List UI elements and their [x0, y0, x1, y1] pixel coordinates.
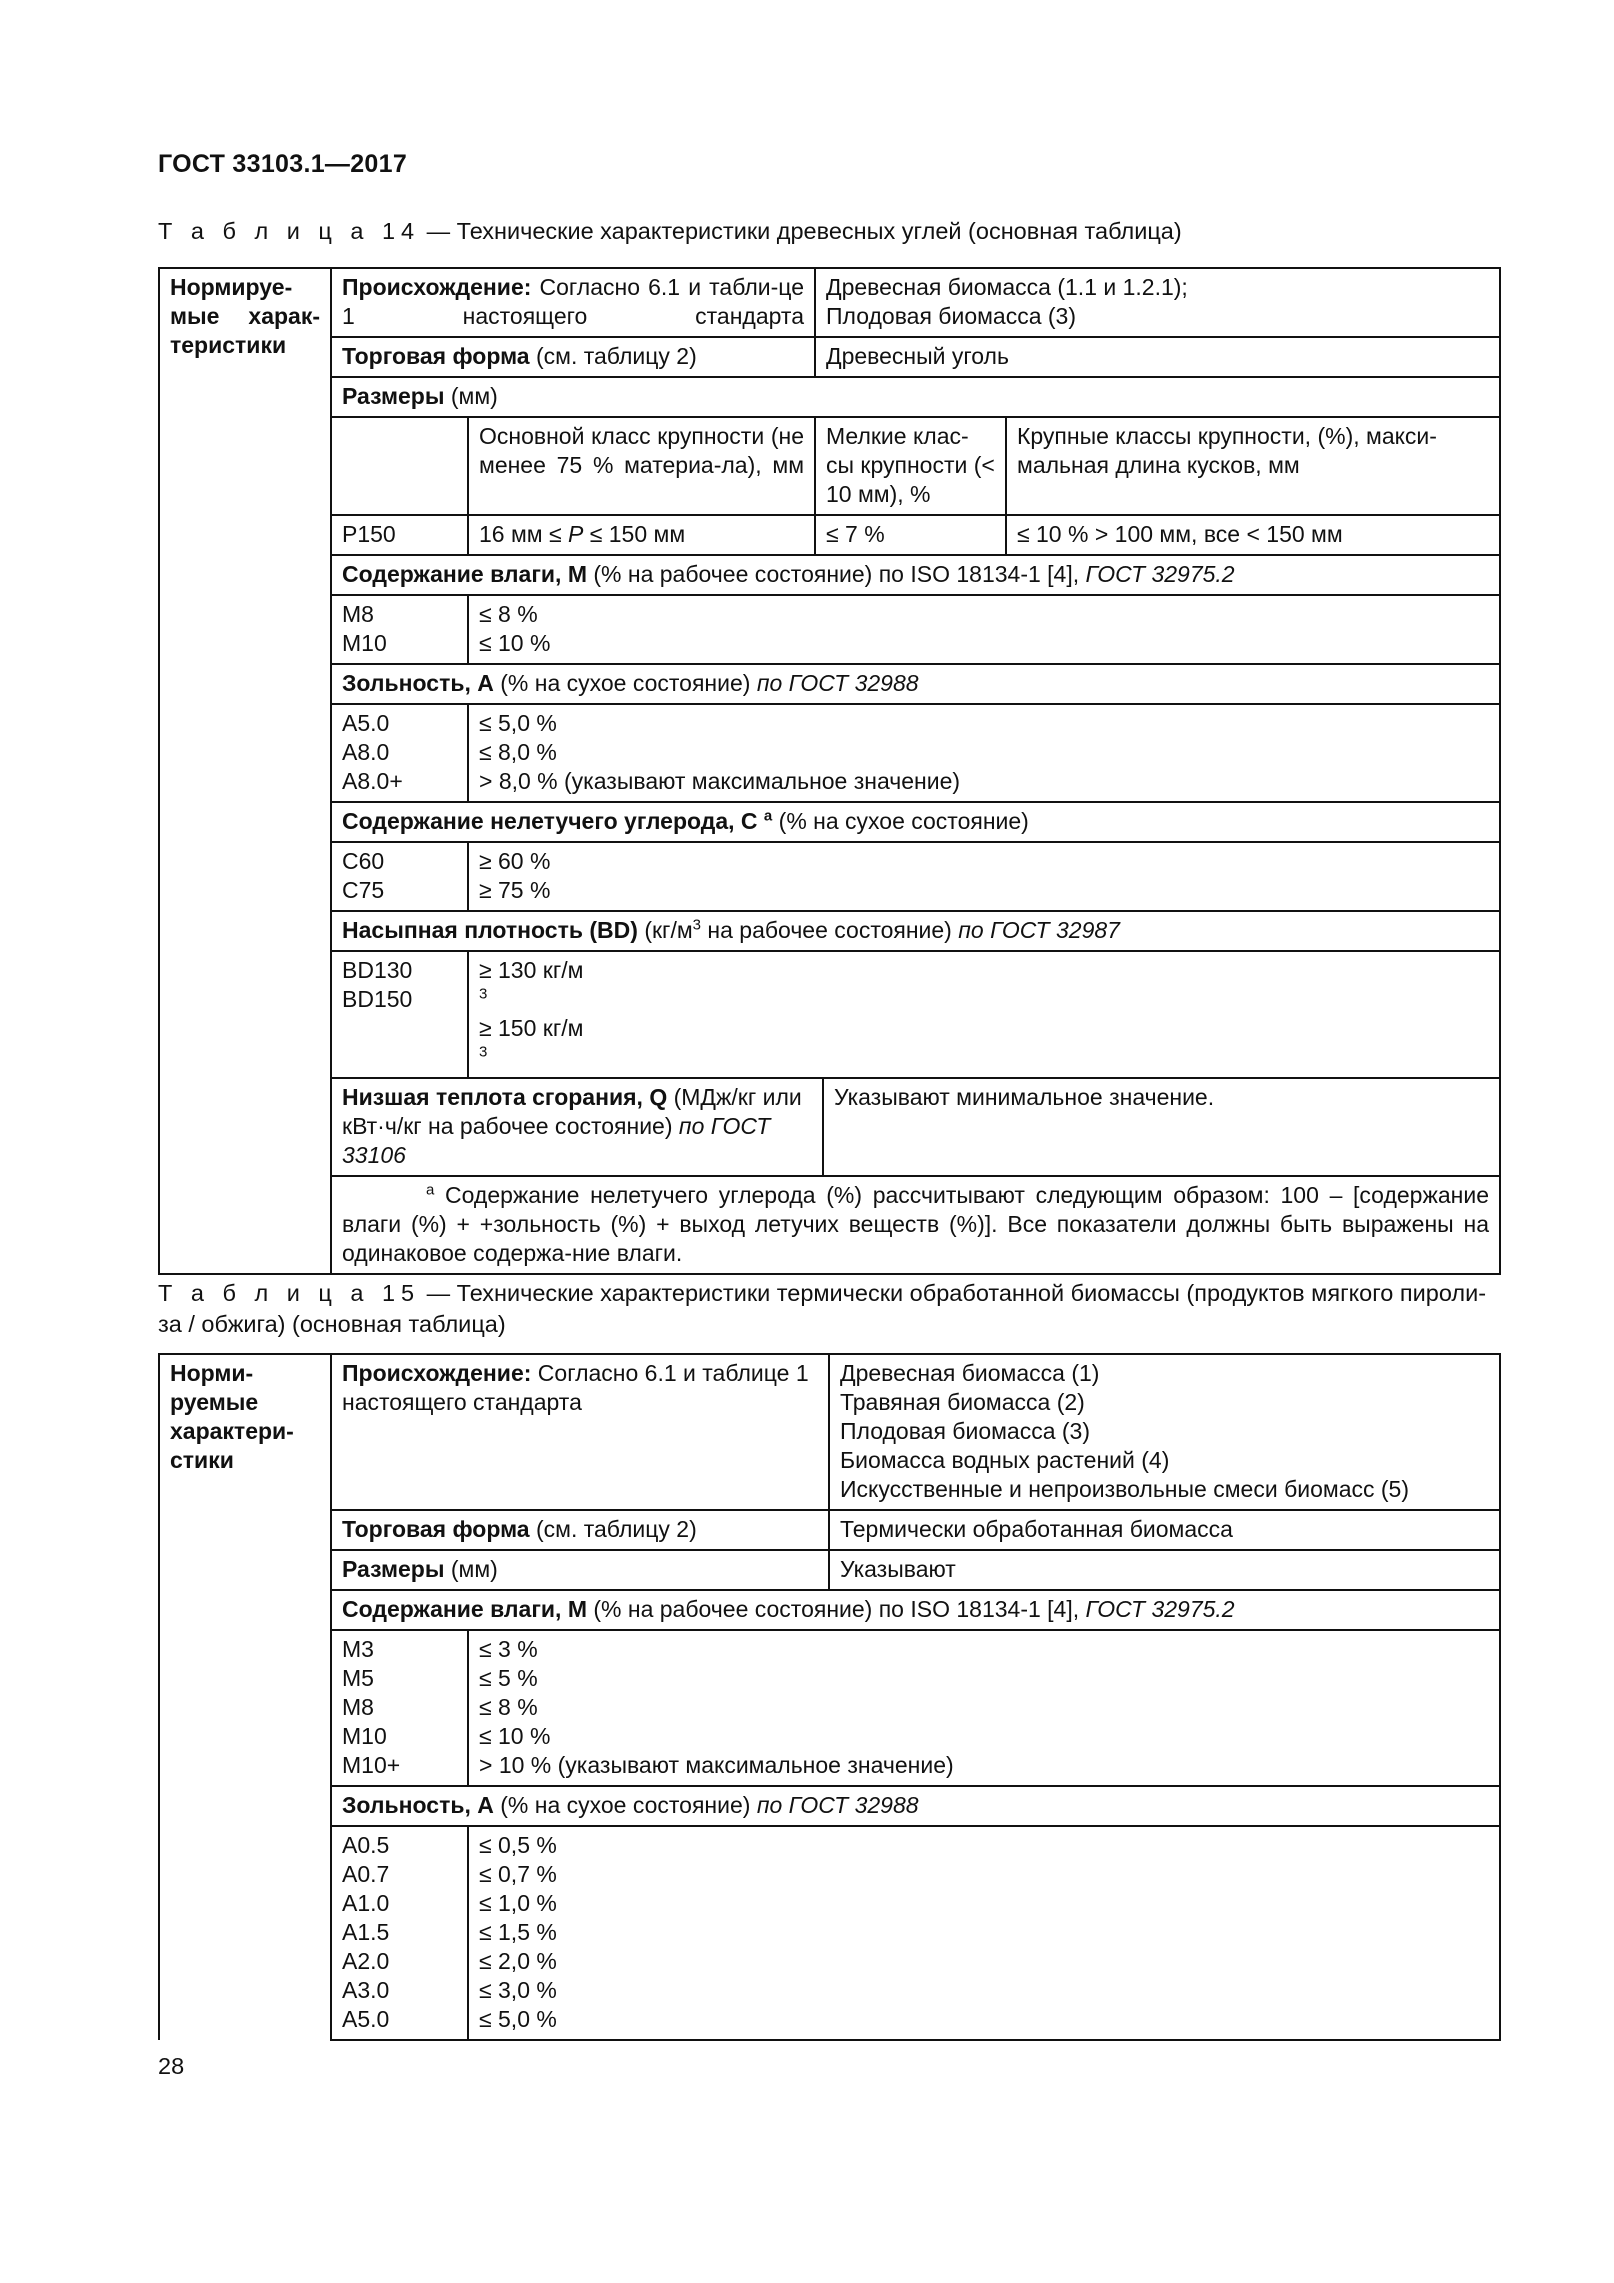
table14-size-code: P150: [331, 515, 468, 555]
table14-heat-label-ital: по ГОСТ 33106: [342, 1113, 771, 1168]
table15-ash-value: ≤ 1,5 %: [479, 1919, 557, 1945]
table15-ash-code: A1.0: [342, 1890, 390, 1916]
table14-size-main: [468, 515, 815, 555]
table14-density-label-rest-b: на рабочее состояние): [701, 917, 959, 943]
table14-size-main-pre: 16 мм ≤: [479, 521, 569, 547]
table14-ash-codes: [331, 704, 468, 802]
table14-density-code: BD150: [342, 986, 413, 1012]
table14-density-value: ≥ 150 кг/м: [479, 1015, 584, 1041]
table14-group-label: [159, 268, 331, 1274]
table14-size-fine: ≤ 7 %: [815, 515, 1006, 555]
table14-ash-label-ital: по ГОСТ 32988: [756, 670, 919, 696]
table15-ash-value: ≤ 5,0 %: [479, 2006, 557, 2032]
table15-origin-label-rest: Согласно 6.1 и таблице 1 настоящего стандарта: [342, 1360, 809, 1415]
table15-trade-label: [331, 1510, 829, 1550]
table14-density-value-line: [479, 1014, 1489, 1072]
table14-size-main-var: P: [568, 521, 584, 547]
table15-ash-code: A0.7: [342, 1861, 390, 1887]
table15-origin-value: Древесная биомасса (1): [840, 1360, 1100, 1386]
table14-caption-text: — Технические характеристики древесных углей (основная таблица): [420, 218, 1182, 244]
table14-ash-value: > 8,0 % (указывают максимальное значение): [479, 768, 961, 794]
table14-ash-values: [468, 704, 1500, 802]
table14-moisture-label-ital: ГОСТ 32975.2: [1085, 561, 1235, 587]
table15-moisture-value: > 10 % (указывают максимальное значение): [479, 1752, 954, 1778]
table15-moisture-value: ≤ 5 %: [479, 1665, 538, 1691]
table14-heat-value: Указывают минимальное значение.: [823, 1078, 1500, 1176]
table14-size-label-rest: (мм): [444, 383, 498, 409]
table14-footnote-sup: а: [426, 1181, 435, 1199]
table15-group-label: [159, 1354, 331, 2040]
table15-size-label-rest: (мм): [444, 1556, 498, 1582]
table14-moisture-label: [331, 555, 1500, 595]
table14-trade-value: Древесный уголь: [815, 337, 1500, 377]
table14-ash-code: A5.0: [342, 710, 390, 736]
table14-density-label-ital: по ГОСТ 32987: [958, 917, 1120, 943]
table15-ash-label-rest: (% на сухое состояние): [493, 1792, 757, 1818]
table15-ash-value: ≤ 2,0 %: [479, 1948, 557, 1974]
table15-ash-label-ital: по ГОСТ 32988: [756, 1792, 919, 1818]
table14-trade-label-bold: Торговая форма: [342, 343, 530, 369]
table15: [158, 1353, 1501, 2041]
table15-moisture-label: [331, 1590, 1500, 1630]
table14-carbon-values: [468, 842, 1500, 911]
table15-moisture-code: M8: [342, 1694, 374, 1720]
table15-trade-value: Термически обработанная биомасса: [829, 1510, 1500, 1550]
table15-origin-value: Искусственные и непроизвольные смеси биомасс (5): [840, 1476, 1409, 1502]
table14-ash-code: A8.0+: [342, 768, 403, 794]
table15-group-label-line: характери-: [170, 1418, 294, 1444]
table15-ash-values: [468, 1826, 1500, 2040]
table14-carbon-label: [331, 802, 1500, 842]
table14-density-label-bold: Насыпная плотность (BD): [342, 917, 638, 943]
table14-size-header-fine: Мелкие клас-сы крупности (< 10 мм), %: [815, 417, 1006, 515]
table14-moisture-code: M8: [342, 601, 374, 627]
table14-moisture-value: ≤ 10 %: [479, 630, 551, 656]
table14-ash-value: ≤ 8,0 %: [479, 739, 557, 765]
table14-origin-label-rest: Согласно 6.1 и табли-це 1 настоящего стандарта: [342, 274, 804, 329]
table14-density-value-line: [479, 956, 1489, 1014]
table14-carbon-label-rest: (% на сухое состояние): [772, 808, 1029, 834]
table15-moisture-values: [468, 1630, 1500, 1786]
table14-caption-prefix: Т а б л и ц а 14: [158, 218, 421, 244]
table14-heat-label-bold: Низшая теплота сгорания, Q: [342, 1084, 668, 1110]
table15-origin-value: Травяная биомасса (2): [840, 1389, 1085, 1415]
table14-carbon-code: C60: [342, 848, 385, 874]
table14-density-unit-sup: 3: [479, 985, 488, 1003]
table15-ash-codes: [331, 1826, 468, 2040]
table15-caption-text: — Технические характеристики термически обработанной биомассы (продуктов мягкого пироли-за / обжига) (основная таблица): [158, 1280, 1487, 1337]
table14-ash-value: ≤ 5,0 %: [479, 710, 557, 736]
table14-size-header-main: Основной класс крупности (не менее 75 % материа-ла), мм: [468, 417, 815, 515]
table14-carbon-codes: [331, 842, 468, 911]
table14-origin-label-bold: Происхождение:: [342, 274, 532, 300]
table15-moisture-label-bold: Содержание влаги, М: [342, 1596, 587, 1622]
table14-carbon-code: C75: [342, 877, 385, 903]
table15-size-label: [331, 1550, 829, 1590]
table15-origin-values: [829, 1354, 1500, 1510]
table14-heat-label-rest: (МДж/кг или кВт·ч/кг на рабочее состояние): [342, 1084, 802, 1139]
table14-ash-code: A8.0: [342, 739, 390, 765]
page-number: 28: [158, 2053, 185, 2079]
table14-group-label-text: Нормируе-мые харак-теристики: [170, 274, 320, 358]
table15-origin-value: Плодовая биомасса (3): [840, 1418, 1091, 1444]
table15-ash-code: A2.0: [342, 1948, 390, 1974]
table14-moisture-value: ≤ 8 %: [479, 601, 538, 627]
table15-moisture-value: ≤ 10 %: [479, 1723, 551, 1749]
table14-trade-label-rest: (см. таблицу 2): [529, 343, 697, 369]
table14-size-header-coarse: Крупные классы крупности, (%), макси-мальная длина кусков, мм: [1006, 417, 1500, 515]
table15-trade-label-rest: (см. таблицу 2): [529, 1516, 697, 1542]
table15-moisture-label-rest: (% на рабочее состояние) по ISO 18134-1 [4],: [586, 1596, 1086, 1622]
table15-ash-code: A1.5: [342, 1919, 390, 1945]
table15-ash-value: ≤ 0,5 %: [479, 1832, 557, 1858]
table15-ash-value: ≤ 1,0 %: [479, 1890, 557, 1916]
table14-origin-value: Древесная биомасса (1.1 и 1.2.1);: [826, 274, 1188, 300]
table15-group-label-line: руемые: [170, 1389, 259, 1415]
table15-caption: [158, 1278, 1498, 1340]
table14-density-unit-sup: 3: [479, 1043, 488, 1061]
table15-ash-label: [331, 1786, 1500, 1826]
table15-moisture-code: M3: [342, 1636, 374, 1662]
table15-group-label-line: Норми-: [170, 1360, 254, 1386]
table14-carbon-label-sup: а: [763, 807, 773, 825]
table14-size-coarse: ≤ 10 % > 100 мм, все < 150 мм: [1006, 515, 1500, 555]
table14-ash-label: [331, 664, 1500, 704]
table14-origin-label: [331, 268, 815, 337]
table14-ash-label-rest: (% на сухое состояние): [493, 670, 757, 696]
table15-moisture-value: ≤ 8 %: [479, 1694, 538, 1720]
table15-ash-code: A5.0: [342, 2006, 390, 2032]
table15-origin-label-bold: Происхождение:: [342, 1360, 532, 1386]
table14-size-main-post: ≤ 150 мм: [583, 521, 686, 547]
table15-moisture-codes: [331, 1630, 468, 1786]
table14-moisture-values: [468, 595, 1500, 664]
table15-trade-label-bold: Торговая форма: [342, 1516, 530, 1542]
table14-carbon-value: ≥ 60 %: [479, 848, 551, 874]
table14-caption: [158, 216, 1498, 247]
table15-moisture-value: ≤ 3 %: [479, 1636, 538, 1662]
table15-origin-label: [331, 1354, 829, 1510]
table14-ash-label-bold: Зольность, А: [342, 670, 494, 696]
table14-origin-value: Плодовая биомасса (3): [826, 303, 1077, 329]
table14-size-header-empty: [331, 417, 468, 515]
table14-heat-label: [331, 1078, 823, 1176]
table15-origin-value: Биомасса водных растений (4): [840, 1447, 1170, 1473]
table14-moisture-label-bold: Содержание влаги, М: [342, 561, 587, 587]
table15-caption-prefix: Т а б л и ц а 15: [158, 1280, 421, 1306]
table14-moisture-code: M10: [342, 630, 387, 656]
table14-size-label-bold: Размеры: [342, 383, 445, 409]
table15-size-value: Указывают: [829, 1550, 1500, 1590]
table14-size-label: [331, 377, 1500, 417]
table14-density-code: BD130: [342, 957, 413, 983]
table15-moisture-code: M10+: [342, 1752, 401, 1778]
table15-moisture-code: M5: [342, 1665, 374, 1691]
table15-moisture-code: M10: [342, 1723, 387, 1749]
table15-moisture-label-ital: ГОСТ 32975.2: [1085, 1596, 1235, 1622]
table14-moisture-label-rest: (% на рабочее состояние) по ISO 18134-1 [4],: [586, 561, 1086, 587]
table15-ash-code: A3.0: [342, 1977, 390, 2003]
table15-group-label-line: стики: [170, 1447, 234, 1473]
table15-size-label-bold: Размеры: [342, 1556, 445, 1582]
table15-ash-label-bold: Зольность, А: [342, 1792, 494, 1818]
table14-footnote: [331, 1176, 1500, 1274]
table15-ash-value: ≤ 0,7 %: [479, 1861, 557, 1887]
standard-title: ГОСТ 33103.1—2017: [158, 150, 408, 178]
table14-footnote-text: Содержание нелетучего углерода (%) рассчитывают следующим образом: 100 – [содержание влаги (%) + +зольность (%) + выход летучих веществ (%)]. Все показатели должны быть выражены на одинаковое содержа-ние влаги.: [342, 1182, 1489, 1266]
table14-density-label-sup: 3: [692, 916, 701, 934]
table14-density-values: [468, 951, 1500, 1078]
table14-density-codes: [331, 951, 468, 1078]
table14-moisture-codes: [331, 595, 468, 664]
table14: [158, 267, 1501, 1275]
table14-carbon-label-bold: Содержание нелетучего углерода, С: [342, 808, 764, 834]
table15-ash-code: A0.5: [342, 1832, 390, 1858]
table14-carbon-value: ≥ 75 %: [479, 877, 551, 903]
table14-density-value: ≥ 130 кг/м: [479, 957, 584, 983]
table14-density-label: [331, 911, 1500, 951]
table14-origin-values: [815, 268, 1500, 337]
table14-density-label-rest-a: (кг/м: [637, 917, 693, 943]
table15-ash-value: ≤ 3,0 %: [479, 1977, 557, 2003]
table14-trade-label: [331, 337, 815, 377]
